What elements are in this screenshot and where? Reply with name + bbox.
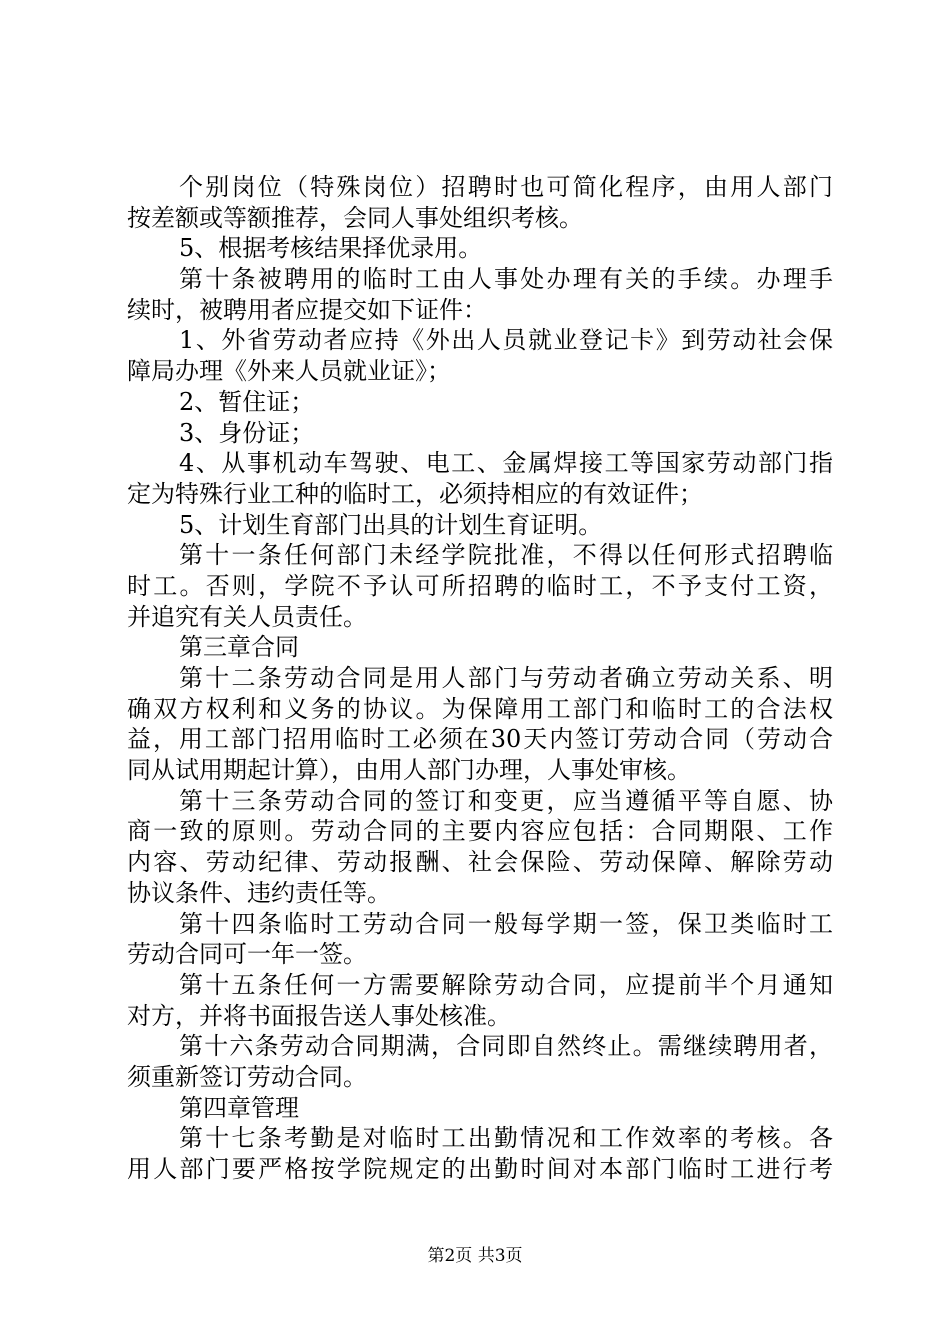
- text-line: 并追究有关人员责任。: [127, 602, 367, 631]
- text-line: 益，用工部门招用临时工必须在30天内签订劳动合同（劳动合: [127, 725, 833, 754]
- text-line: 协议条件、违约责任等。: [127, 878, 391, 907]
- text-line: 劳动合同可一年一签。: [127, 940, 367, 969]
- text-line: 2、暂住证；: [179, 387, 315, 416]
- text-line: 第十七条考勤是对临时工出勤情况和工作效率的考核。各: [179, 1124, 833, 1153]
- text-line: 确双方权利和义务的协议。为保障用工部门和临时工的合法权: [127, 694, 833, 723]
- text-line: 第十二条劳动合同是用人部门与劳动者确立劳动关系、明: [179, 664, 833, 692]
- page-footer: 第2页 共3页: [427, 1246, 523, 1266]
- text-line: 4、从事机动车驾驶、电工、金属焊接工等国家劳动部门指: [179, 449, 833, 478]
- text-line: 第十五条任何一方需要解除劳动合同，应提前半个月通知: [179, 970, 833, 999]
- text-line: 个别岗位（特殊岗位）招聘时也可简化程序，由用人部门: [179, 173, 833, 201]
- text-line: 5、计划生育部门出具的计划生育证明。: [179, 510, 603, 539]
- text-line: 1、外省劳动者应持《外出人员就业登记卡》到劳动社会保: [179, 326, 833, 355]
- text-line: 内容、劳动纪律、劳动报酬、社会保险、劳动保障、解除劳动: [127, 848, 833, 877]
- text-line: 同从试用期起计算），由用人部门办理，人事处审核。: [127, 756, 691, 785]
- document-body: [127, 172, 833, 1185]
- text-line: 第三章合同: [179, 633, 299, 662]
- text-line: 第十六条劳动合同期满，合同即自然终止。需继续聘用者，: [179, 1032, 833, 1061]
- text-line: 续时，被聘用者应提交如下证件：: [127, 295, 487, 324]
- text-line: 第十四条临时工劳动合同一般每学期一签，保卫类临时工: [179, 909, 833, 938]
- text-line: 商一致的原则。劳动合同的主要内容应包括：合同期限、工作: [127, 817, 833, 846]
- text-line: 第四章管理: [179, 1093, 299, 1122]
- text-line: 用人部门要严格按学院规定的出勤时间对本部门临时工进行考: [127, 1155, 833, 1183]
- text-line: 5、根据考核结果择优录用。: [179, 234, 483, 263]
- text-line: 定为特殊行业工种的临时工，必须持相应的有效证件；: [127, 479, 703, 508]
- text-line: 按差额或等额推荐，会同人事处组织考核。: [127, 203, 583, 232]
- text-line: 第十一条任何部门未经学院批准，不得以任何形式招聘临: [179, 541, 833, 570]
- text-line: 第十三条劳动合同的签订和变更，应当遵循平等自愿、协: [179, 786, 833, 815]
- text-line: 障局办理《外来人员就业证》；: [127, 357, 451, 386]
- text-line: 时工。否则，学院不予认可所招聘的临时工，不予支付工资，: [127, 571, 833, 600]
- text-line: 对方，并将书面报告送人事处核准。: [127, 1001, 511, 1030]
- text-line: 第十条被聘用的临时工由人事处办理有关的手续。办理手: [179, 265, 833, 294]
- text-line: 3、身份证；: [179, 418, 315, 447]
- text-line: 须重新签订劳动合同。: [127, 1062, 367, 1091]
